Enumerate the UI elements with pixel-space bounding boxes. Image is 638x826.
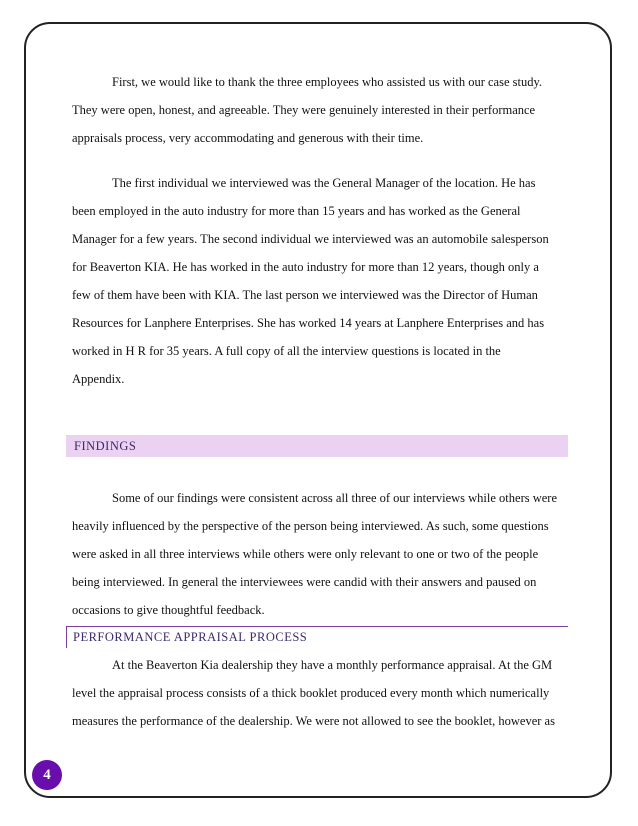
text-line: First, we would like to thank the three employees who assisted us with our case study. bbox=[112, 75, 543, 89]
findings-heading: FINDINGS bbox=[66, 435, 568, 457]
page-number-badge: 4 bbox=[32, 760, 62, 790]
text-line: measures the performance of the dealership. We were not allowed to see the booklet, however as bbox=[72, 714, 555, 728]
text-line: for Beaverton KIA. He has worked in the auto industry for more than 12 years, though only a bbox=[72, 260, 539, 274]
text-line: worked in H R for 35 years. A full copy of all the interview questions is located in the bbox=[72, 344, 501, 358]
text-line: appraisals process, very accommodating and generous with their time. bbox=[72, 131, 424, 145]
text-line: Appendix. bbox=[72, 372, 125, 386]
text-line: occasions to give thoughtful feedback. bbox=[72, 603, 265, 617]
text-line: heavily influenced by the perspective of the person being interviewed. As such, some questions bbox=[72, 519, 549, 533]
text-line: been employed in the auto industry for more than 15 years and has worked as the General bbox=[72, 204, 521, 218]
paragraph-findings bbox=[72, 484, 557, 624]
text-line: Some of our findings were consistent across all three of our interviews while others were bbox=[112, 491, 558, 505]
text-line: Manager for a few years. The second individual we interviewed was an automobile salesperson bbox=[72, 232, 549, 246]
text-line: Resources for Lanphere Enterprises. She has worked 14 years at Lanphere Enterprises and has bbox=[72, 316, 545, 330]
text-line: being interviewed. In general the interviewees were candid with their answers and paused on bbox=[72, 575, 537, 589]
performance-appraisal-heading: PERFORMANCE APPRAISAL PROCESS bbox=[66, 626, 568, 648]
text-line: At the Beaverton Kia dealership they have a monthly performance appraisal. At the GM bbox=[112, 658, 553, 672]
text-line: The first individual we interviewed was the General Manager of the location. He has bbox=[112, 176, 536, 190]
text-line: level the appraisal process consists of a thick booklet produced every month which numerically bbox=[72, 686, 550, 700]
paragraph-performance bbox=[72, 651, 555, 735]
text-line: few of them have been with KIA. The last person we interviewed was the Director of Human bbox=[72, 288, 538, 302]
text-line: They were open, honest, and agreeable. They were genuinely interested in their performance bbox=[72, 103, 536, 117]
paragraph-thanks bbox=[72, 68, 542, 152]
text-line: were asked in all three interviews while others were only relevant to one or two of the people bbox=[72, 547, 539, 561]
paragraph-interviewees bbox=[72, 169, 549, 393]
